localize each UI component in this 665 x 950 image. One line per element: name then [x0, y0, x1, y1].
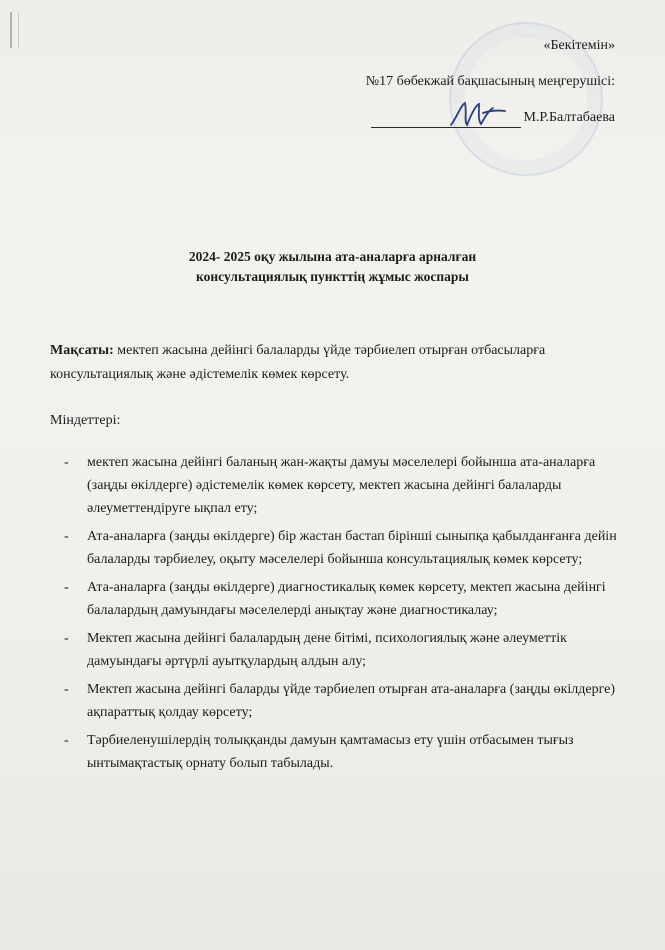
- head-position: №17 бөбекжай бақшасының меңгерушісі:: [365, 74, 615, 89]
- list-item: [50, 576, 617, 622]
- bullet-dash: -: [64, 631, 69, 646]
- list-item: [50, 525, 617, 571]
- list-item: [50, 627, 617, 673]
- document-body: [50, 339, 617, 780]
- goal-label: Мақсаты:: [50, 343, 114, 358]
- list-item: [50, 451, 617, 520]
- tasks-list: [50, 451, 617, 775]
- list-item-text: Ата-аналарға (заңды өкілдерге) бір жастан бастап бірінші сыныпқа қабылданғанға дейін балаларды тәрбиелеу, оқыту мәселелері бойынша консультациялық көмек көрсету;: [87, 529, 617, 567]
- bullet-dash: -: [64, 733, 69, 748]
- signature-row: [285, 107, 615, 128]
- title-line-2: консультациялық пункттің жұмыс жоспары: [196, 269, 469, 284]
- bullet-dash: -: [64, 682, 69, 697]
- approval-title: «Бекітемін»: [543, 38, 615, 53]
- signature-mark: [449, 99, 507, 131]
- list-item-text: Мектеп жасына дейінгі баларды үйде тәрбиелеп отырған ата-аналарға (заңды өкілдерге) ақпараттық қолдау көрсету;: [87, 682, 616, 720]
- head-name: М.Р.Балтабаева: [523, 110, 615, 125]
- goal-paragraph: [50, 339, 617, 387]
- approval-block: [285, 36, 615, 128]
- list-item-text: Мектеп жасына дейінгі балалардың дене бітімі, психологиялық және әлеуметтік дамуындағы әртүрлі ауытқулардың алдын алу;: [87, 631, 567, 669]
- document-title: [0, 247, 665, 287]
- list-item: [50, 678, 617, 724]
- bullet-dash: -: [64, 455, 69, 470]
- list-item: [50, 729, 617, 775]
- list-item-text: Тәрбиеленушілердің толыққанды дамуын қамтамасыз ету үшін отбасымен тығыз ынтымақтастық орнату болып табылады.: [87, 733, 574, 771]
- tasks-title: Міндеттері:: [50, 413, 121, 428]
- title-line-1: 2024- 2025 оқу жылына ата-аналарға арналған: [188, 249, 477, 264]
- bullet-dash: -: [64, 580, 69, 595]
- signature-line: [371, 107, 521, 128]
- goal-text: мектеп жасына дейінгі балаларды үйде тәрбиелеп отырған отбасыларға консультациялық және әдістемелік көмек көрсету.: [50, 343, 546, 382]
- edge-mark: [10, 12, 19, 48]
- list-item-text: мектеп жасына дейінгі баланың жан-жақты дамуы мәселелері бойынша ата-аналарға (заңды өкілдерге) әдістемелік көмек көрсету, мектеп жасына дейінгі балаларды әлеуметтендіруге ықпал ету;: [87, 455, 596, 516]
- bullet-dash: -: [64, 529, 69, 544]
- list-item-text: Ата-аналарға (заңды өкілдерге) диагностикалық көмек көрсету, мектеп жасына дейінгі балалардың дамуындағы мәселелерді анықтау және диагностикалау;: [87, 580, 606, 618]
